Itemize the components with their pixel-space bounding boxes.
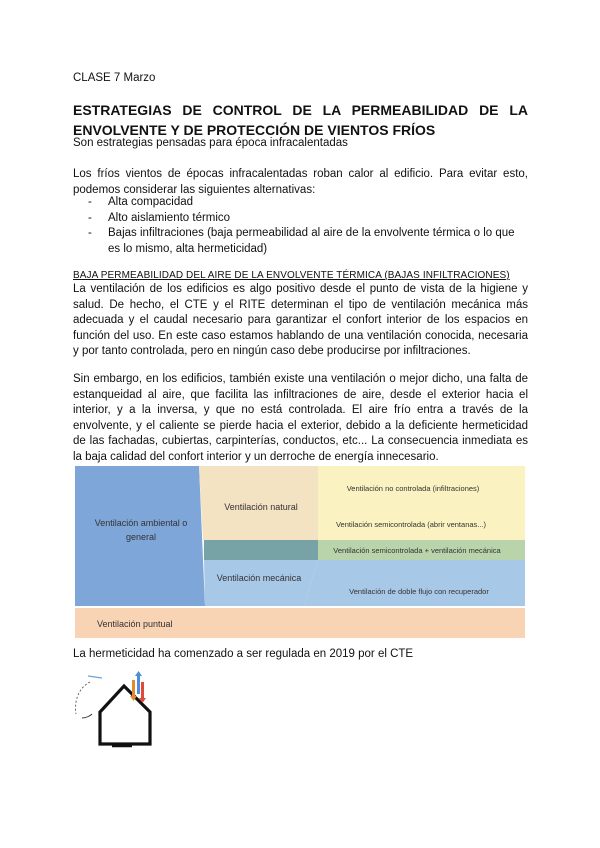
paragraph-ventilation: La ventilación de los edificios es algo positivo desde el punto de vista de la higiene y salud. De hecho, el CTE y el RITE determinan el tipo de ventilación mecánica más adecuada y el caudal necesario para garantizar el confort interior de los espacios en función del uso. En este caso estamos hablando de una ventilación conocida, necesaria y por tanto controlada, pero en ningún caso debe producirse por infiltraciones. [73, 283, 528, 358]
uncontrolled-ventilation-label: Ventilación no controlada (infiltraciones) [346, 484, 480, 493]
list-item: - Alta compacidad [88, 195, 528, 211]
section-heading: BAJA PERMEABILIDAD DEL AIRE DE LA ENVOLVENTE TÉRMICA (BAJAS INFILTRACIONES) [73, 270, 510, 281]
general-ventilation-label: general [125, 532, 157, 542]
regulation-note: La hermeticidad ha comenzado a ser regulada en 2019 por el CTE [73, 648, 414, 660]
paragraph-infiltrations: Sin embargo, en los edificios, también existe una ventilación o mejor dicho, una falta de estanqueidad al aire, que facilita las infiltraciones de aire, desde el exterior hacia el interior, y a la inversa, y que no está controlada. El aire frío entra a través de la envolvente, y el caliente se pierde hacia el exterior, debido a la deficiente hermeticidad de las fachadas, cubiertas, carpinterías, conductos, etc... La consecuencia inmediata es la baja calidad del confort interior y un derroche de energía innecesario. [73, 373, 528, 463]
ventilation-types-diagram [75, 464, 527, 640]
list-item: - Alto aislamiento térmico [88, 211, 528, 227]
class-date: CLASE 7 Marzo [73, 72, 156, 84]
semicontrolled-ventilation-label: Ventilación semicontrolada (abrir ventanas...) [335, 520, 487, 529]
semi-mechanical-ventilation-label: Ventilación semicontrolada + ventilación mecánica [333, 546, 501, 555]
shared-ventilation-band [204, 540, 318, 560]
document-title: ESTRATEGIAS DE CONTROL DE LA PERMEABILIDAD DE LA ENVOLVENTE Y DE PROTECCIÓN DE VIENTOS FRÍOS [73, 102, 528, 138]
general-ventilation-label: Ventilación ambiental o [94, 518, 188, 528]
double-flow-ventilation-block [304, 560, 525, 606]
natural-ventilation-label: Ventilación natural [224, 502, 298, 512]
punctual-ventilation-label: Ventilación puntual [97, 619, 173, 629]
intro-paragraph: Los fríos vientos de épocas infracalentadas roban calor al edificio. Para evitar esto, podemos considerar las siguientes alternativas: [73, 168, 528, 196]
document-subtitle: Son estrategias pensadas para época infracalentadas [73, 137, 348, 149]
list-item: - Bajas infiltraciones (baja permeabilidad al aire de la envolvente térmica o lo que es lo mismo, alta hermeticidad) [88, 226, 528, 257]
mechanical-ventilation-block [204, 560, 318, 606]
house-airtightness-icon [68, 668, 158, 750]
double-flow-ventilation-label: Ventilación de doble flujo con recuperador [349, 587, 489, 596]
mechanical-ventilation-label: Ventilación mecánica [216, 573, 302, 583]
alternatives-list [88, 195, 528, 257]
